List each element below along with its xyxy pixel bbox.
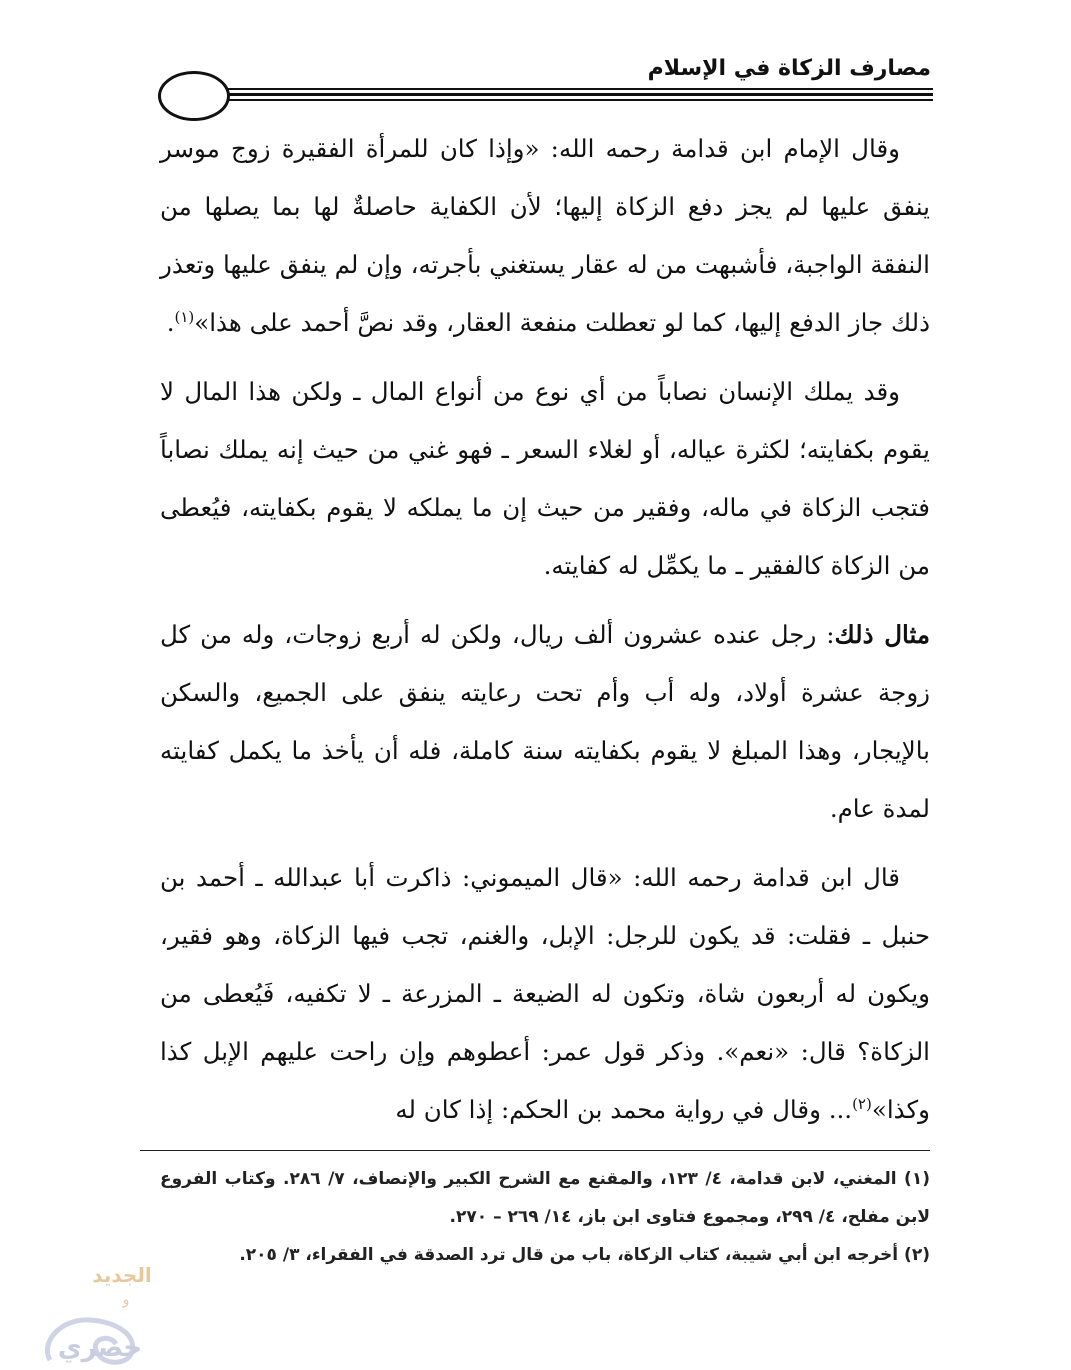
header-rule [228, 88, 933, 90]
example-label: مثال ذلك [834, 620, 930, 649]
header-rule [228, 99, 933, 101]
footnote: (٢) أخرجه ابن أبي شيبة، كتاب الزكاة، باب من قال ترد الصدقة في الفقراء، ٣/ ٢٠٥. [239, 1245, 930, 1265]
footnote-separator [140, 1150, 930, 1151]
footnotes [160, 1160, 930, 1274]
page-number-oval [158, 71, 230, 121]
paragraph: وقال الإمام ابن قدامة رحمه الله: «وإذا كان للمرأة الفقيرة زوج موسر ينفق عليها لم يجز دفع الزكاة إليها؛ لأن الكفاية حاصلةٌ لها بما يصلها من النفقة الواجبة، فأشبهت من له عقار يستغني بأجرته، وإن لم ينفق عليها وتعذر ذلك جاز الدفع إليها، كما لو تعطلت منفعة العقار، وقد نصَّ أحمد على هذا»$^{(١)}$. [160, 134, 930, 337]
footnote-ref: (١) [174, 307, 195, 326]
footnote-ref: (٢) [852, 1094, 872, 1113]
logo-text-mid: و [122, 1292, 130, 1308]
paragraph: مثال ذلك: رجل عنده عشرون ألف ريال، ولكن له أربع زوجات، وله من كل زوجة عشرة أولاد، وله أب وأم تحت رعايته ينفق على الجميع، والسكن بالإيجار، وهذا المبلغ لا يقوم بكفايته سنة كاملة، فله أن يأخذ ما يكمل كفايته لمدة عام. [160, 620, 930, 823]
logo-text-top: الجديد [92, 1263, 152, 1287]
header-rule [228, 93, 933, 96]
logo-text-bottom: حصري [57, 1333, 143, 1363]
paragraph: قال ابن قدامة رحمه الله: «قال الميموني: ذاكرت أبا عبدالله ـ أحمد بن حنبل ـ فقلت: قد يكون للرجل: الإبل، والغنم، تجب فيها الزكاة، وهو فقير، ويكون له أربعون شاة، وتكون له الضيعة ـ المزرعة ـ لا تكفيه، فَيُعطى من الزكاة؟ قال: «نعم». وذكر قول عمر: أعطوهم وإن راحت عليهم الإبل كذا وكذا»$^{(٢)}$... وقال في رواية محمد بن الحكم: إذا كان له [160, 863, 930, 1124]
watermark-logo [30, 1248, 160, 1370]
running-header-title: مصارف الزكاة في الإسلام [647, 56, 931, 81]
paragraph: وقد يملك الإنسان نصاباً من أي نوع من أنواع المال ـ ولكن هذا المال لا يقوم بكفايته؛ لكثرة عياله، أو لغلاء السعر ـ فهو غني من حيث إنه يملك نصاباً فتجب الزكاة في ماله، وفقير من حيث إن ما يملكه لا يقوم بكفايته، فيُعطى من الزكاة كالفقير ـ ما يكمِّل له كفايته. [160, 377, 930, 580]
body-text [160, 120, 930, 1150]
footnote: (١) المغني، لابن قدامة، ٤/ ١٢٣، والمقنع مع الشرح الكبير والإنصاف، ٧/ ٢٨٦. وكتاب الفروع لابن مفلح، ٤/ ٢٩٩، ومجموع فتاوى ابن باز، ١٤/ ٢٦٩ – ٢٧٠. [160, 1169, 930, 1227]
